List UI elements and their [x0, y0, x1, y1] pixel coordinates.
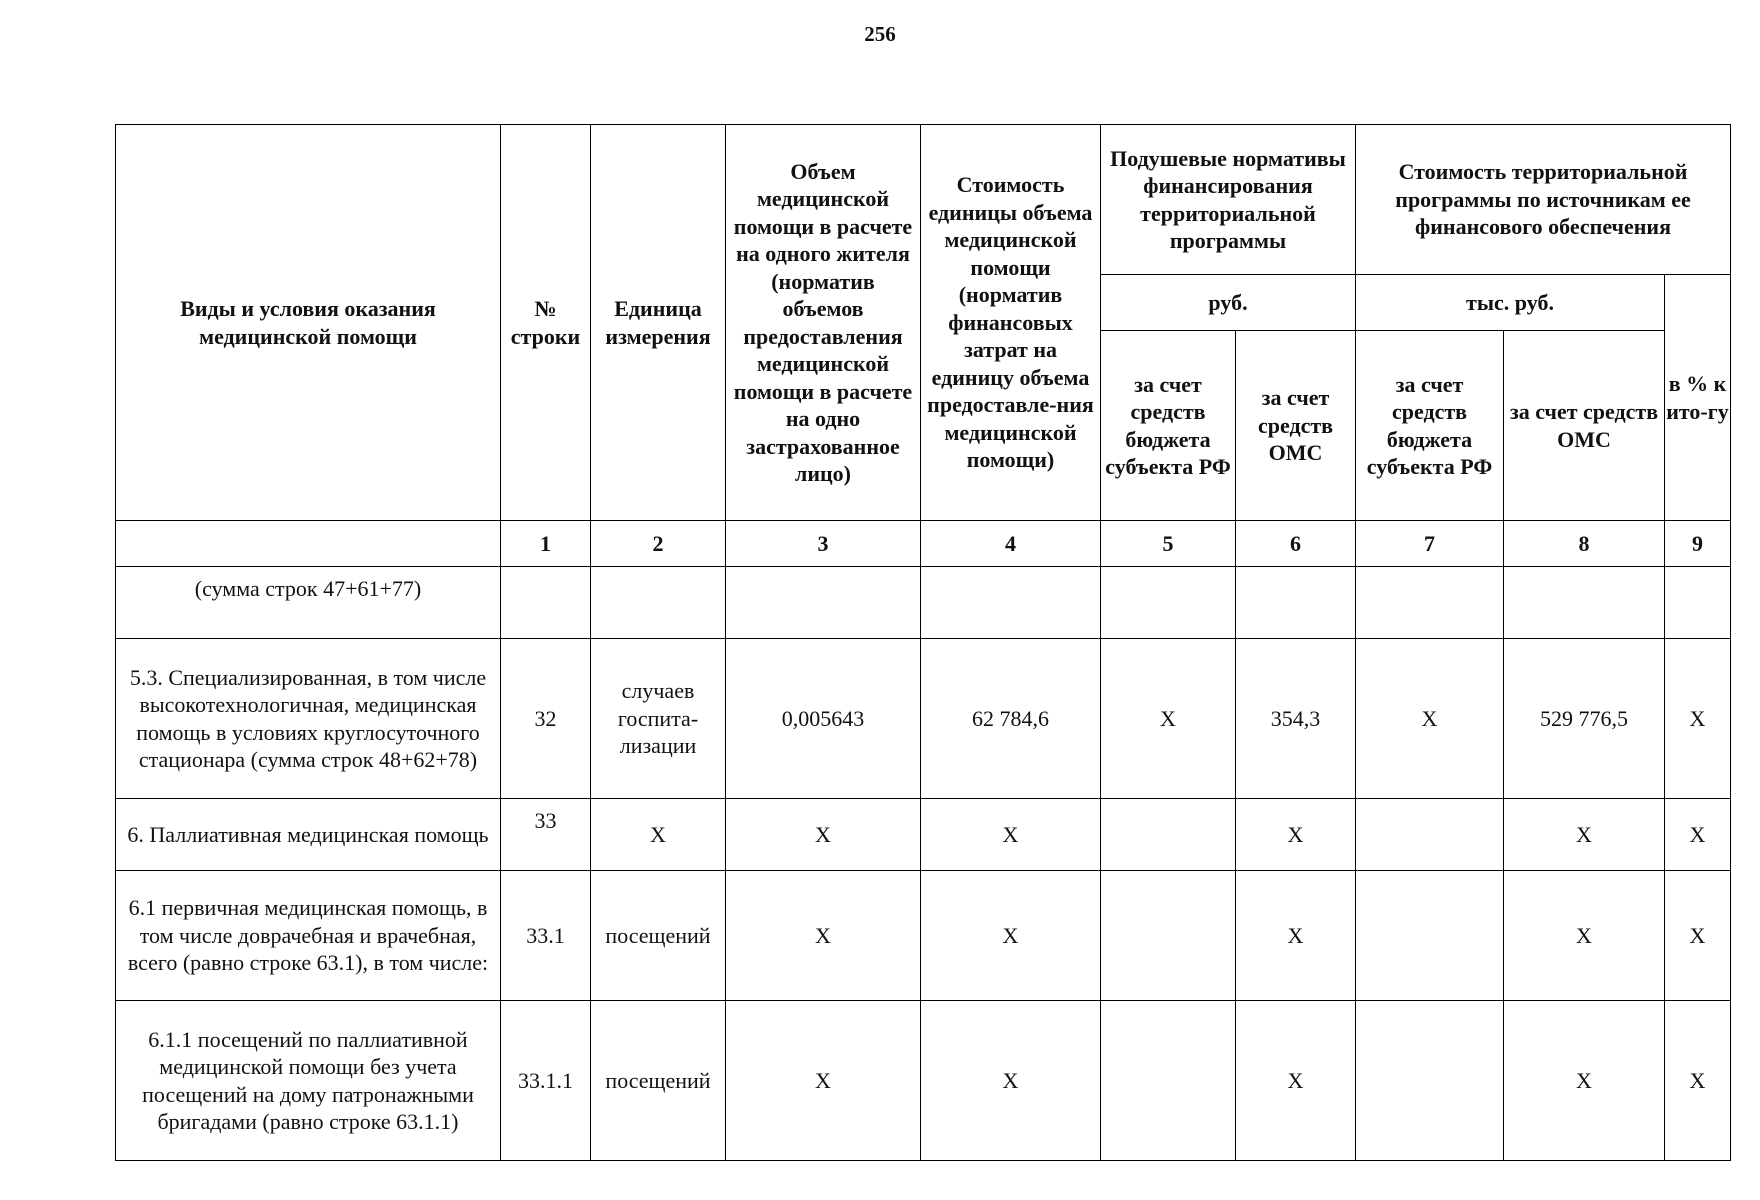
table-row — [116, 871, 1731, 1001]
row-number: 33.1.1 — [501, 1001, 591, 1161]
table-row — [116, 799, 1731, 871]
row-col6 — [1236, 567, 1356, 639]
row-name: 5.3. Специализированная, в том числе высокотехнологичная, медицинская помощь в условиях круглосуточного стационара (сумма строк 48+62+78) — [116, 639, 501, 799]
row-col9: X — [1665, 799, 1731, 871]
header-col9: в % к ито-гу — [1665, 275, 1731, 521]
row-col4 — [921, 567, 1101, 639]
column-numbers-row — [116, 521, 1731, 567]
table-row — [116, 567, 1731, 639]
row-unit: случаев госпита-лизации — [591, 639, 726, 799]
col-number: 8 — [1504, 521, 1665, 567]
row-number: 33.1 — [501, 871, 591, 1001]
page-number: 256 — [864, 22, 896, 46]
row-col4: X — [921, 871, 1101, 1001]
header-col6: за счет средств ОМС — [1236, 331, 1356, 521]
row-col9: X — [1665, 639, 1731, 799]
col-number: 5 — [1101, 521, 1236, 567]
row-number — [501, 567, 591, 639]
row-col6: 354,3 — [1236, 639, 1356, 799]
row-col3: X — [726, 799, 921, 871]
col-number: 6 — [1236, 521, 1356, 567]
row-col4: X — [921, 1001, 1101, 1161]
header-col-volume: Объем медицинской помощи в расчете на одного жителя (норматив объемов предоставления медицинской помощи в расчете на одно застрахованное лицо) — [726, 125, 921, 521]
header-col7: за счет средств бюджета субъекта РФ — [1356, 331, 1504, 521]
header-thous-rub: тыс. руб. — [1356, 275, 1665, 331]
row-col5 — [1101, 567, 1236, 639]
header-col-cost: Стоимость единицы объема медицинской помощи (норматив финансовых затрат на единицу объема предоставле-ния медицинской помощи) — [921, 125, 1101, 521]
col-number: 1 — [501, 521, 591, 567]
row-col7 — [1356, 871, 1504, 1001]
row-col5 — [1101, 1001, 1236, 1161]
row-col6: X — [1236, 1001, 1356, 1161]
row-unit — [591, 567, 726, 639]
row-col4: 62 784,6 — [921, 639, 1101, 799]
header-rub: руб. — [1101, 275, 1356, 331]
row-col7: X — [1356, 639, 1504, 799]
row-col9 — [1665, 567, 1731, 639]
row-unit: посещений — [591, 1001, 726, 1161]
row-col3: X — [726, 871, 921, 1001]
row-name: 6.1.1 посещений по паллиативной медицинской помощи без учета посещений на дому патронажными бригадами (равно строке 63.1.1) — [116, 1001, 501, 1161]
row-col3: X — [726, 1001, 921, 1161]
row-col7 — [1356, 799, 1504, 871]
col-number: 7 — [1356, 521, 1504, 567]
row-col5 — [1101, 871, 1236, 1001]
header-col5: за счет средств бюджета субъекта РФ — [1101, 331, 1236, 521]
row-col7 — [1356, 1001, 1504, 1161]
row-col6: X — [1236, 871, 1356, 1001]
row-number: 33 — [501, 799, 591, 871]
header-group-percapita: Подушевые нормативы финансирования территориальной программы — [1101, 125, 1356, 275]
row-name: (сумма строк 47+61+77) — [116, 567, 501, 639]
row-col3: 0,005643 — [726, 639, 921, 799]
col-number: 3 — [726, 521, 921, 567]
program-cost-table — [115, 124, 1731, 1161]
table-row — [116, 1001, 1731, 1161]
row-unit: посещений — [591, 871, 726, 1001]
row-col3 — [726, 567, 921, 639]
row-col8: X — [1504, 871, 1665, 1001]
row-col4: X — [921, 799, 1101, 871]
row-col8: X — [1504, 1001, 1665, 1161]
col-number: 9 — [1665, 521, 1731, 567]
row-col8 — [1504, 567, 1665, 639]
row-col9: X — [1665, 871, 1731, 1001]
header-col-unit: Единица измерения — [591, 125, 726, 521]
col-number-blank — [116, 521, 501, 567]
row-col7 — [1356, 567, 1504, 639]
row-name: 6.1 первичная медицинская помощь, в том числе доврачебная и врачебная, всего (равно строке 63.1), в том числе: — [116, 871, 501, 1001]
row-col5: X — [1101, 639, 1236, 799]
row-col8: 529 776,5 — [1504, 639, 1665, 799]
col-number: 2 — [591, 521, 726, 567]
row-col8: X — [1504, 799, 1665, 871]
row-number: 32 — [501, 639, 591, 799]
table-row — [116, 639, 1731, 799]
row-unit: X — [591, 799, 726, 871]
row-name: 6. Паллиативная медицинская помощь — [116, 799, 501, 871]
header-col-name: Виды и условия оказания медицинской помощи — [116, 125, 501, 521]
header-col-row: № строки — [501, 125, 591, 521]
col-number: 4 — [921, 521, 1101, 567]
header-col8: за счет средств ОМС — [1504, 331, 1665, 521]
row-col5 — [1101, 799, 1236, 871]
row-col9: X — [1665, 1001, 1731, 1161]
header-group-program: Стоимость территориальной программы по источникам ее финансового обеспечения — [1356, 125, 1731, 275]
row-col6: X — [1236, 799, 1356, 871]
